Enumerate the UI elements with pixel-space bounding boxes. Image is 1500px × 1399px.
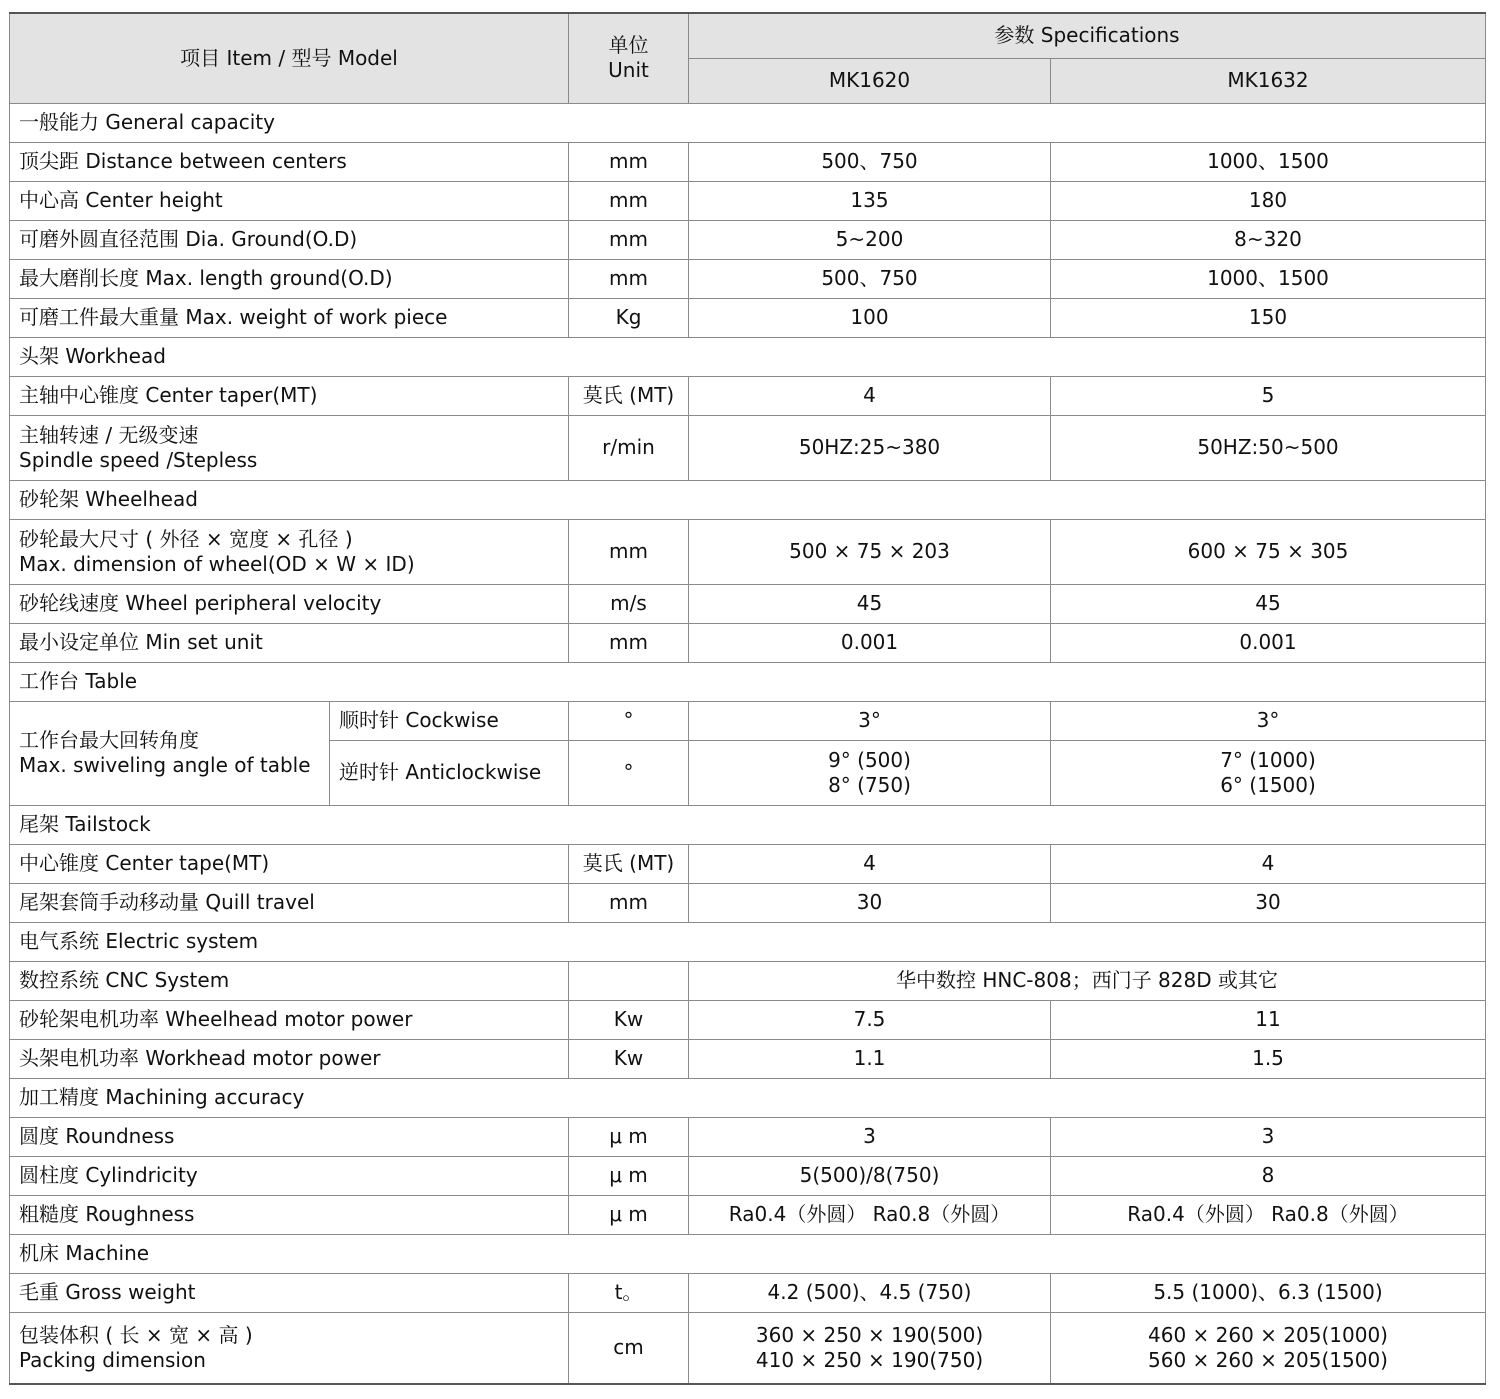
row-label: 最大磨削长度 Max. length ground(O.D) <box>10 259 569 298</box>
section-machine: 机床 Machine <box>10 1234 1486 1273</box>
row-value-mk1620: 500、750 <box>689 259 1051 298</box>
row-value-mk1632: 600 × 75 × 305 <box>1051 519 1486 584</box>
row-unit: mm <box>569 519 689 584</box>
row-label: 主轴中心锥度 Center taper(MT) <box>10 376 569 415</box>
row-value-mk1632: 45 <box>1051 584 1486 623</box>
row-value-mk1620: 500 × 75 × 203 <box>689 519 1051 584</box>
table-row <box>10 142 1486 181</box>
row-value-mk1620: 3° <box>689 701 1051 740</box>
row-label-en: Max. swiveling angle of table <box>19 753 311 777</box>
row-label-cn: 主轴转速 / 无级变速 <box>19 422 199 447</box>
row-label-cn: 砂轮最大尺寸 ( 外径 × 宽度 × 孔径 ) <box>19 526 353 551</box>
table-row <box>10 298 1486 337</box>
table-row <box>10 1156 1486 1195</box>
value-line: 460 × 260 × 205(1000) <box>1148 1322 1388 1347</box>
row-label <box>10 415 569 480</box>
table-row <box>10 181 1486 220</box>
row-label <box>10 701 330 805</box>
header-unit-cn: 单位 <box>608 33 649 58</box>
row-value-mk1620 <box>689 1312 1051 1384</box>
row-value-mk1632: 3° <box>1051 701 1486 740</box>
row-unit <box>569 961 689 1000</box>
specifications-table <box>9 12 1486 1385</box>
row-value-mk1632: 8~320 <box>1051 220 1486 259</box>
row-label: 头架电机功率 Workhead motor power <box>10 1039 569 1078</box>
row-label: 中心锥度 Center tape(MT) <box>10 844 569 883</box>
row-value-mk1620: 5(500)/8(750) <box>689 1156 1051 1195</box>
table-row <box>10 1117 1486 1156</box>
row-sublabel-anticlockwise: 逆时针 Anticlockwise <box>330 740 569 805</box>
row-value-mk1632: 3 <box>1051 1117 1486 1156</box>
row-unit: ° <box>569 740 689 805</box>
value-line: 9° (500) <box>828 747 911 772</box>
row-label: 数控系统 CNC System <box>10 961 569 1000</box>
row-label-cn: 包装体积 ( 长 × 宽 × 高 ) <box>19 1322 253 1347</box>
row-value-mk1632: 30 <box>1051 883 1486 922</box>
row-unit: 莫氏 (MT) <box>569 844 689 883</box>
row-value-mk1632: 150 <box>1051 298 1486 337</box>
row-value-mk1632: 1000、1500 <box>1051 259 1486 298</box>
row-label-en: Packing dimension <box>19 1347 206 1372</box>
table-row <box>10 844 1486 883</box>
table-row <box>10 1273 1486 1312</box>
row-unit: ° <box>569 701 689 740</box>
header-item-model: 项目 Item / 型号 Model <box>10 13 569 103</box>
row-value-mk1632 <box>1051 740 1486 805</box>
section-electric-system: 电气系统 Electric system <box>10 922 1486 961</box>
table-row <box>10 883 1486 922</box>
row-unit: mm <box>569 883 689 922</box>
row-label-cn: 工作台最大回转角度 <box>19 728 199 752</box>
row-unit: μ m <box>569 1156 689 1195</box>
table-row <box>10 1039 1486 1078</box>
row-value-mk1620: 1.1 <box>689 1039 1051 1078</box>
header-specifications: 参数 Specifications <box>689 13 1486 58</box>
row-label: 圆度 Roundness <box>10 1117 569 1156</box>
row-unit: mm <box>569 220 689 259</box>
row-value-mk1620: 135 <box>689 181 1051 220</box>
value-line: 360 × 250 × 190(500) <box>755 1322 984 1347</box>
row-value-mk1620: 4 <box>689 844 1051 883</box>
section-table: 工作台 Table <box>10 662 1486 701</box>
row-value-mk1620: 45 <box>689 584 1051 623</box>
row-label <box>10 1312 569 1384</box>
row-label-en: Max. dimension of wheel(OD × W × ID) <box>19 551 415 576</box>
table-row <box>10 220 1486 259</box>
row-unit: Kg <box>569 298 689 337</box>
row-label: 可磨工件最大重量 Max. weight of work piece <box>10 298 569 337</box>
table-row <box>10 1195 1486 1234</box>
section-general-capacity: 一般能力 General capacity <box>10 103 1486 142</box>
value-line: 6° (1500) <box>1220 772 1316 797</box>
row-value-mk1620: Ra0.4（外圆） Ra0.8（外圆） <box>689 1195 1051 1234</box>
row-unit: mm <box>569 181 689 220</box>
table-row <box>10 415 1486 480</box>
row-value-mk1632: 4 <box>1051 844 1486 883</box>
row-unit: t。 <box>569 1273 689 1312</box>
row-unit: m/s <box>569 584 689 623</box>
row-value-mk1620: 4.2 (500)、4.5 (750) <box>689 1273 1051 1312</box>
row-value-mk1620: 30 <box>689 883 1051 922</box>
header-unit-en: Unit <box>608 58 649 83</box>
section-workhead: 头架 Workhead <box>10 337 1486 376</box>
row-unit: cm <box>569 1312 689 1384</box>
table-row <box>10 376 1486 415</box>
row-label: 中心高 Center height <box>10 181 569 220</box>
row-value-mk1620: 4 <box>689 376 1051 415</box>
row-label: 砂轮线速度 Wheel peripheral velocity <box>10 584 569 623</box>
row-value-mk1632 <box>1051 1312 1486 1384</box>
header-model-mk1620: MK1620 <box>689 58 1051 103</box>
row-label: 可磨外圆直径范围 Dia. Ground(O.D) <box>10 220 569 259</box>
row-value-mk1632: 0.001 <box>1051 623 1486 662</box>
table-row <box>10 1312 1486 1384</box>
row-value-cnc: 华中数控 HNC-808；西门子 828D 或其它 <box>689 961 1486 1000</box>
row-value-mk1620: 500、750 <box>689 142 1051 181</box>
row-label: 粗糙度 Roughness <box>10 1195 569 1234</box>
row-value-mk1620: 3 <box>689 1117 1051 1156</box>
row-unit: 莫氏 (MT) <box>569 376 689 415</box>
table-row <box>10 701 1486 740</box>
row-sublabel-clockwise: 顺时针 Cockwise <box>330 701 569 740</box>
row-unit: mm <box>569 142 689 181</box>
table-row <box>10 961 1486 1000</box>
row-label: 顶尖距 Distance between centers <box>10 142 569 181</box>
row-unit: r/min <box>569 415 689 480</box>
table-row <box>10 584 1486 623</box>
row-label: 尾架套筒手动移动量 Quill travel <box>10 883 569 922</box>
row-value-mk1632: 1.5 <box>1051 1039 1486 1078</box>
row-unit: μ m <box>569 1117 689 1156</box>
section-tailstock: 尾架 Tailstock <box>10 805 1486 844</box>
header-unit <box>569 13 689 103</box>
row-value-mk1632: 180 <box>1051 181 1486 220</box>
value-line: 560 × 260 × 205(1500) <box>1148 1347 1388 1372</box>
table-row <box>10 1000 1486 1039</box>
row-value-mk1620: 5~200 <box>689 220 1051 259</box>
row-label: 最小设定单位 Min set unit <box>10 623 569 662</box>
row-value-mk1632: 1000、1500 <box>1051 142 1486 181</box>
table-row <box>10 259 1486 298</box>
header-model-mk1632: MK1632 <box>1051 58 1486 103</box>
table-row <box>10 519 1486 584</box>
row-label: 圆柱度 Cylindricity <box>10 1156 569 1195</box>
table-row <box>10 623 1486 662</box>
row-label: 砂轮架电机功率 Wheelhead motor power <box>10 1000 569 1039</box>
row-label-en: Spindle speed /Stepless <box>19 447 258 472</box>
row-value-mk1620: 50HZ:25~380 <box>689 415 1051 480</box>
row-value-mk1620: 0.001 <box>689 623 1051 662</box>
row-value-mk1620 <box>689 740 1051 805</box>
row-value-mk1620: 100 <box>689 298 1051 337</box>
value-line: 7° (1000) <box>1220 747 1316 772</box>
row-unit: mm <box>569 623 689 662</box>
row-unit: μ m <box>569 1195 689 1234</box>
row-value-mk1632: 5 <box>1051 376 1486 415</box>
row-value-mk1632: 11 <box>1051 1000 1486 1039</box>
value-line: 410 × 250 × 190(750) <box>755 1347 984 1372</box>
row-label <box>10 519 569 584</box>
row-value-mk1632: 50HZ:50~500 <box>1051 415 1486 480</box>
row-unit: Kw <box>569 1000 689 1039</box>
row-value-mk1632: Ra0.4（外圆） Ra0.8（外圆） <box>1051 1195 1486 1234</box>
row-value-mk1632: 5.5 (1000)、6.3 (1500) <box>1051 1273 1486 1312</box>
row-value-mk1620: 7.5 <box>689 1000 1051 1039</box>
row-unit: Kw <box>569 1039 689 1078</box>
row-value-mk1632: 8 <box>1051 1156 1486 1195</box>
section-machining-accuracy: 加工精度 Machining accuracy <box>10 1078 1486 1117</box>
row-label: 毛重 Gross weight <box>10 1273 569 1312</box>
row-unit: mm <box>569 259 689 298</box>
value-line: 8° (750) <box>828 772 911 797</box>
section-wheelhead: 砂轮架 Wheelhead <box>10 480 1486 519</box>
